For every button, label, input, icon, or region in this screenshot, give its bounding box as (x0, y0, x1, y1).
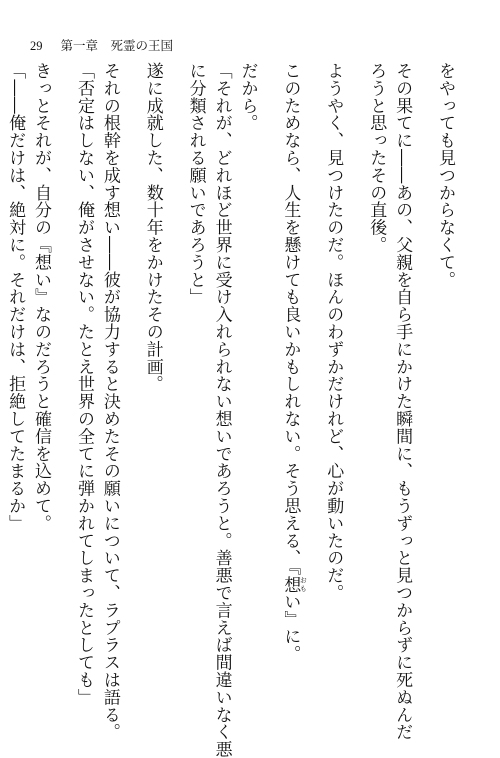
page-number: 29 (30, 39, 43, 53)
chapter-title: 第一章 死霊の王国 (60, 38, 173, 53)
text-line: このためなら、人生を懸けても良いかもしれない。そう思える、『想 おもい』に。 (280, 62, 308, 663)
text-line: ろうと思ったその直後。 (366, 62, 387, 254)
text-line: きっとそれが、自分の『想い』なのだろうと確信を込めて。 (31, 62, 52, 532)
text-line: 遂に成就した、数十年をかけたその計画。 (142, 62, 163, 393)
text-line: その果てに――あの、父親を自ら手にかけた瞬間に、もうずっと見つからずに死ぬんだ (392, 62, 413, 741)
text-line: だから。 (237, 62, 258, 132)
text-line: に分類される願いであろうと」 (185, 62, 206, 306)
text-line: 「――俺だけは、絶対に。それだけは、拒絶してたまるか」 (5, 62, 26, 532)
text-line: それの根幹を成す想い――彼が協力すると決めたその願いについて、ラプラスは語る。 (99, 62, 120, 741)
vertical-body-text (0, 62, 457, 758)
running-header (30, 38, 173, 54)
text-line: 「それが、どれほど世界に受け入れられない想いであろうと。善悪で言えば間違いなく悪 (211, 62, 232, 758)
text-line: をやっても見つからなくて。 (435, 62, 455, 289)
text-line: ようやく、見つけたのだ。ほんのわずかだけれど、心が動いたのだ。 (323, 62, 344, 602)
text-line: 「否定はしない、俺がさせない。たとえ世界の全てに弾かれてしまったとしても」 (73, 62, 94, 706)
furigana: 想 おも (280, 575, 308, 593)
